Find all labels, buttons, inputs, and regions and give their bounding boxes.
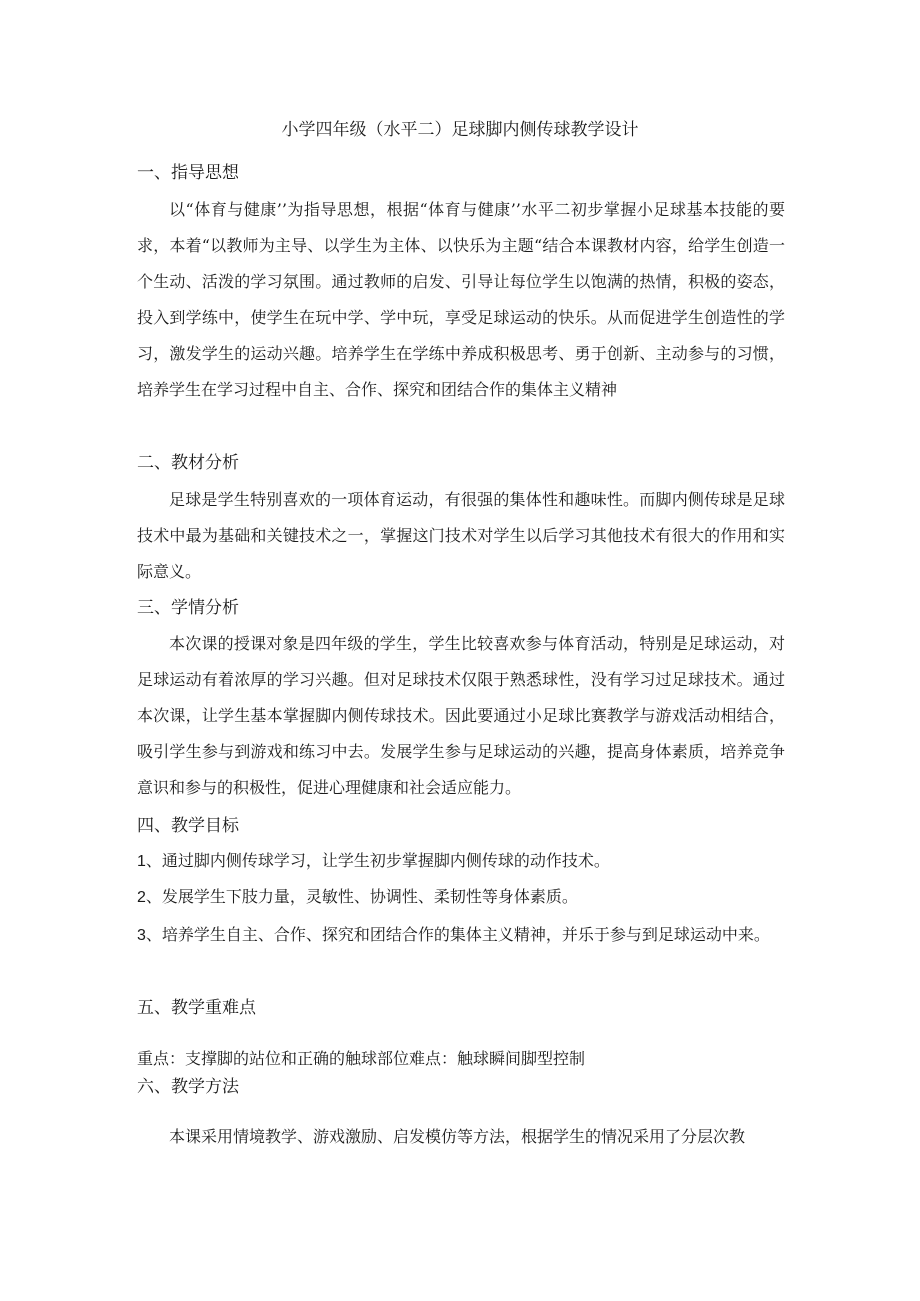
section-heading-guiding-ideology: 一、指导思想 (137, 163, 239, 183)
section-body-student-analysis: 本次课的授课对象是四年级的学生，学生比较喜欢参与体育活动，特别是足球运动，对足球运动有着浓厚的学习兴趣。但对足球技术仅限于熟悉球性，没有学习过足球技术。通过本次课，让学生基本掌握脚内侧传球技术。因此要通过小足球比赛教学与游戏活动相结合，吸引学生参与到游戏和练习中去。发展学生参与足球运动的兴趣，提高身体素质，培养竞争意识和参与的积极性，促进心理健康和社会适应能力。 (137, 634, 785, 797)
section-heading-teaching-objectives: 四、教学目标 (137, 816, 239, 836)
objective-item (137, 843, 813, 880)
objective-number: 1、 (137, 853, 162, 870)
section-body-key-difficulties: 重点：支撑脚的站位和正确的触球部位难点：触球瞬间脚型控制 (137, 1049, 586, 1068)
objective-text: 培养学生自主、合作、探究和团结合作的集体主义精神，并乐于参与到足球运动中来。 (161, 925, 770, 944)
section-heading-teaching-methods: 六、教学方法 (137, 1077, 239, 1097)
section-body-guiding-ideology: 以“体育与健康’’为指导思想，根据“体育与健康’’水平二初步掌握小足球基本技能的要求，本着“以教师为主导、以学生为主体、以快乐为主题“结合本课教材内容，给学生创造一个生动、活泼的学习氛围。通过教师的启发、引导让每位学生以饱满的热情，积极的姿态，投入到学练中，使学生在玩中学、学中玩，享受足球运动的快乐。从而促进学生创造性的学习，激发学生的运动兴趣。培养学生在学练中养成积极思考、勇于创新、主动参与的习惯，培养学生在学习过程中自主、合作、探究和团结合作的集体主义精神 (137, 200, 785, 399)
objective-text: 发展学生下肢力量，灵敏性、协调性、柔韧性等身体素质。 (161, 887, 578, 906)
objective-item (137, 917, 813, 954)
document-title: 小学四年级（水平二）足球脚内侧传球教学设计 (281, 120, 639, 140)
section-body-teaching-methods: 本课采用情境教学、游戏激励、启发模仿等方法，根据学生的情况采用了分层次教 (169, 1127, 746, 1146)
objective-text: 通过脚内侧传球学习，让学生初步掌握脚内侧传球的动作技术。 (161, 851, 610, 870)
section-heading-key-difficulties: 五、教学重难点 (137, 998, 256, 1018)
objective-item (137, 879, 813, 916)
section-heading-student-analysis: 三、学情分析 (137, 598, 239, 618)
objective-number: 3、 (137, 927, 162, 944)
objective-number: 2、 (137, 889, 162, 906)
section-body-material-analysis: 足球是学生特别喜欢的一项体育运动，有很强的集体性和趣味性。而脚内侧传球是足球技术中最为基础和关键技术之一，掌握这门技术对学生以后学习其他技术有很大的作用和实际意义。 (137, 490, 785, 581)
section-heading-material-analysis: 二、教材分析 (137, 453, 239, 473)
